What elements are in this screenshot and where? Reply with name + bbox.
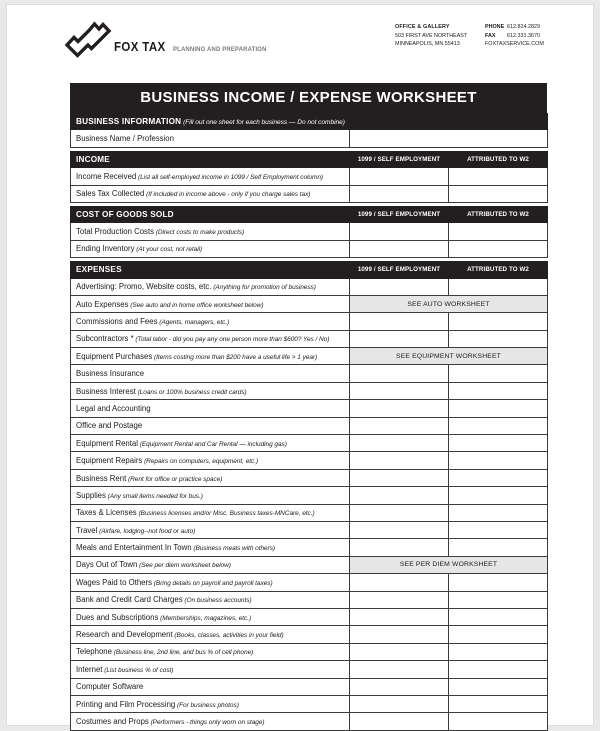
row-hint: (Agents, managers, etc.)	[157, 318, 230, 326]
row-hint: (Any small items needed for bus.)	[105, 492, 203, 500]
row-hint: (Repairs on computers, equipment, etc.)	[142, 458, 259, 466]
row-label-cell	[71, 295, 350, 312]
entry-cell-w2[interactable]	[449, 487, 548, 504]
row-label: Ending Inventory	[76, 244, 135, 254]
row-label: Computer Software	[76, 682, 144, 692]
entry-cell-w2[interactable]	[449, 452, 548, 469]
row-label: Business Interest	[76, 386, 136, 396]
phone-label: PHONE	[485, 24, 505, 30]
section-heading	[71, 206, 350, 222]
brand-lockup	[114, 38, 277, 56]
row-hint: (List business % of cost)	[102, 666, 174, 674]
row-hint: (Anything for promotion of business)	[211, 284, 316, 292]
entry-cell-w2[interactable]	[449, 591, 548, 608]
row-label-cell	[71, 168, 350, 185]
row-label-cell	[71, 608, 350, 625]
entry-cell-w2[interactable]	[449, 713, 548, 730]
entry-cell-self-employment[interactable]	[350, 435, 449, 452]
row-label: Costumes and Props	[76, 716, 149, 726]
entry-cell-self-employment[interactable]	[350, 643, 449, 660]
row-label: Business Name / Profession	[76, 134, 174, 144]
fax-value: 612.331.3670	[507, 32, 540, 39]
row-label: Research and Development	[76, 630, 173, 640]
row-hint: (Airfare, lodging--not food or auto)	[97, 527, 196, 535]
row-label-cell	[71, 382, 350, 399]
entry-cell-w2[interactable]	[449, 400, 548, 417]
row-label: Taxes & Licenses	[76, 508, 137, 518]
row-hint: (Memberships, magazines, etc.)	[158, 614, 252, 622]
row-label-cell	[71, 452, 350, 469]
entry-cell-self-employment[interactable]	[350, 521, 449, 538]
table-row	[71, 661, 548, 678]
row-label-cell	[71, 539, 350, 556]
row-label: Printing and Film Processing	[76, 699, 176, 709]
fax-row	[485, 32, 544, 41]
table-row	[71, 626, 548, 643]
entry-cell-w2[interactable]	[449, 608, 548, 625]
row-hint: (At your cost, not retail)	[134, 246, 203, 254]
entry-cell-w2[interactable]	[449, 626, 548, 643]
entry-cell-w2[interactable]	[449, 574, 548, 591]
entry-cell-self-employment[interactable]	[350, 313, 449, 330]
fox-head-logo-icon	[64, 21, 112, 65]
row-label-cell	[71, 713, 350, 730]
entry-cell-self-employment[interactable]	[350, 591, 449, 608]
address-line-2: 503 FIRST AVE NORTHEAST	[395, 32, 468, 39]
row-label-cell	[71, 130, 350, 147]
entry-cell-w2[interactable]	[449, 678, 548, 695]
entry-cell-w2[interactable]	[449, 695, 548, 712]
website: FOXTAXSERVICE.COM	[485, 41, 544, 48]
row-label-cell	[71, 661, 350, 678]
entry-cell-self-employment[interactable]	[350, 223, 449, 240]
row-label: Business Insurance	[76, 369, 145, 379]
row-hint: (If included in income above - only if you charge sales tax)	[144, 191, 311, 199]
letterhead	[64, 19, 544, 71]
row-label: Dues and Subscriptions	[76, 612, 159, 622]
entry-cell-self-employment[interactable]	[350, 168, 449, 185]
entry-cell-self-employment[interactable]	[350, 661, 449, 678]
row-label-cell	[71, 278, 350, 295]
entry-cell-w2[interactable]	[449, 330, 548, 347]
entry-cell-w2[interactable]	[449, 382, 548, 399]
entry-cell-w2[interactable]	[449, 469, 548, 486]
row-label: Business Rent	[76, 473, 127, 483]
entry-cell-self-employment[interactable]	[350, 278, 449, 295]
row-label: Telephone	[76, 647, 112, 657]
entry-cell-self-employment[interactable]	[350, 626, 449, 643]
table-row	[71, 452, 548, 469]
table-row	[71, 608, 548, 625]
row-label: Office and Postage	[76, 421, 143, 431]
table-row	[71, 130, 548, 147]
entry-cell-w2[interactable]	[449, 185, 548, 202]
section-header-cost-of-goods-sold	[71, 206, 548, 222]
table-row	[71, 417, 548, 434]
entry-cell-self-employment[interactable]	[350, 678, 449, 695]
entry-cell-w2[interactable]	[449, 504, 548, 521]
row-label-cell	[71, 330, 350, 347]
phone-row	[485, 23, 544, 32]
row-label-cell	[71, 348, 350, 365]
worksheet-table	[70, 113, 548, 731]
merged-note-cell: SEE PER DIEM WORKSHEET	[350, 556, 548, 573]
entry-cell-w2[interactable]	[449, 661, 548, 678]
row-label: Meals and Entertainment In Town	[76, 543, 192, 553]
entry-cell-w2[interactable]	[449, 223, 548, 240]
entry-cell-w2[interactable]	[449, 168, 548, 185]
row-label-cell	[71, 223, 350, 240]
table-row	[71, 330, 548, 347]
row-hint: (Business line, 2nd line, and bus % of cell phone)	[111, 649, 254, 657]
row-hint: (See per diem worksheet below)	[137, 562, 231, 570]
address-line-3: MINNEAPOLIS, MN 55413	[395, 41, 460, 48]
section-heading-text: INCOME	[76, 154, 110, 164]
table-row	[71, 469, 548, 486]
column-header-self-employment: 1099 / SELF EMPLOYMENT	[350, 262, 449, 278]
table-row	[71, 400, 548, 417]
row-label: Equipment Purchases	[76, 351, 153, 361]
row-hint: (Loans or 100% business credit cards)	[135, 388, 247, 396]
section-heading-text: BUSINESS INFORMATION	[76, 117, 182, 127]
row-label-cell	[71, 365, 350, 382]
entry-cell-self-employment[interactable]	[350, 608, 449, 625]
row-label: Subcontractors *	[76, 334, 134, 344]
row-label: Bank and Credit Card Charges	[76, 595, 183, 605]
row-label-cell	[71, 417, 350, 434]
row-label: Travel	[76, 525, 98, 535]
entry-cell-w2[interactable]	[449, 313, 548, 330]
row-hint: (Total labor - did you pay any one person more than $600? Yes / No)	[133, 336, 330, 344]
worksheet-body	[71, 114, 548, 731]
row-label: Advertising: Promo, Website costs, etc.	[76, 282, 212, 292]
row-label-cell	[71, 504, 350, 521]
section-header-blank	[350, 114, 548, 130]
table-row	[71, 185, 548, 202]
section-heading-hint: (Fill out one sheet for each business — Do not combine)	[181, 119, 345, 127]
entry-cell-self-employment[interactable]	[350, 365, 449, 382]
row-label: Equipment Repairs	[76, 456, 143, 466]
section-heading-text: COST OF GOODS SOLD	[76, 210, 174, 220]
section-heading	[71, 151, 350, 167]
row-label-cell	[71, 313, 350, 330]
table-row	[71, 678, 548, 695]
row-label: Internet	[76, 664, 103, 674]
entry-cell-self-employment[interactable]	[350, 400, 449, 417]
worksheet-title: BUSINESS INCOME / EXPENSE WORKSHEET	[70, 83, 547, 113]
row-label: Total Production Costs	[76, 227, 155, 237]
row-hint: (See auto and in home office worksheet below)	[128, 301, 264, 309]
row-label-cell	[71, 521, 350, 538]
column-header-self-employment: 1099 / SELF EMPLOYMENT	[350, 151, 449, 167]
entry-cell-w2[interactable]	[449, 643, 548, 660]
row-label: Wages Paid to Others	[76, 577, 152, 587]
table-row	[71, 695, 548, 712]
column-header-w2: ATTRIBUTED TO W2	[449, 206, 548, 222]
entry-cell-self-employment[interactable]	[350, 240, 449, 257]
table-row	[71, 521, 548, 538]
row-hint: (Books, classes, activities in your field)	[172, 632, 284, 640]
entry-cell-w2[interactable]	[449, 539, 548, 556]
row-label-cell	[71, 626, 350, 643]
fax-label: FAX	[485, 32, 496, 39]
entry-cell-self-employment[interactable]	[350, 382, 449, 399]
table-row	[71, 435, 548, 452]
document-page	[6, 4, 594, 726]
row-hint: (Rent for office or practice space)	[126, 475, 223, 483]
table-row	[71, 313, 548, 330]
table-row	[71, 278, 548, 295]
row-label-cell	[71, 400, 350, 417]
row-label: Income Received	[76, 171, 137, 181]
table-row	[71, 556, 548, 573]
section-heading	[71, 114, 350, 130]
row-hint: (Performers - things only worn on stage)	[148, 718, 265, 726]
row-hint: (For business photos)	[175, 701, 239, 709]
row-label: Supplies	[76, 490, 106, 500]
row-label-cell	[71, 487, 350, 504]
row-label-cell	[71, 678, 350, 695]
table-row	[71, 487, 548, 504]
row-label: Sales Tax Collected	[76, 189, 145, 199]
row-label: Auto Expenses	[76, 299, 129, 309]
entry-cell-self-employment[interactable]	[350, 574, 449, 591]
row-label-cell	[71, 240, 350, 257]
section-header-business-information	[71, 114, 548, 130]
section-header-expenses	[71, 262, 548, 278]
column-header-w2: ATTRIBUTED TO W2	[449, 262, 548, 278]
table-row	[71, 574, 548, 591]
entry-cell-w2[interactable]	[449, 435, 548, 452]
row-hint: (Bring details on payroll and payroll taxes)	[151, 579, 273, 587]
entry-cell-self-employment[interactable]	[350, 469, 449, 486]
entry-cell-w2[interactable]	[449, 417, 548, 434]
entry-cell-self-employment[interactable]	[350, 504, 449, 521]
row-label: Commissions and Fees	[76, 316, 158, 326]
section-heading	[71, 262, 350, 278]
column-header-self-employment: 1099 / SELF EMPLOYMENT	[350, 206, 449, 222]
phone-value: 612.824.2829	[507, 24, 540, 30]
entry-cell-w2[interactable]	[449, 521, 548, 538]
entry-cell-w2[interactable]	[449, 240, 548, 257]
row-label: Days Out of Town	[76, 560, 138, 570]
row-hint: (Equipment Rental and Car Rental — including gas)	[137, 440, 287, 448]
column-header-w2: ATTRIBUTED TO W2	[449, 151, 548, 167]
row-hint: (List all self-employed income in 1099 / Self Employment column)	[136, 173, 324, 181]
entry-cell-self-employment[interactable]	[350, 452, 449, 469]
brand-name: FOX TAX	[114, 40, 166, 54]
table-row	[71, 168, 548, 185]
phone-fax-web-block	[485, 23, 544, 49]
entry-cell-self-employment[interactable]	[350, 539, 449, 556]
worksheet	[70, 83, 547, 731]
table-row	[71, 539, 548, 556]
entry-cell-self-employment[interactable]	[350, 487, 449, 504]
table-row	[71, 295, 548, 312]
table-row	[71, 591, 548, 608]
row-label-cell	[71, 556, 350, 573]
row-label-cell	[71, 574, 350, 591]
row-label-cell	[71, 643, 350, 660]
brand-tagline: PLANNING AND PREPARATION	[173, 46, 267, 53]
row-label: Legal and Accounting	[76, 403, 151, 413]
row-hint: (Business licenses and/or Misc. Business taxes-MNCare, etc.)	[136, 510, 315, 518]
entry-cell-self-employment[interactable]	[350, 330, 449, 347]
row-blank-span[interactable]	[350, 130, 548, 147]
table-row	[71, 504, 548, 521]
row-label-cell	[71, 469, 350, 486]
entry-cell-self-employment[interactable]	[350, 695, 449, 712]
table-row	[71, 240, 548, 257]
table-row	[71, 348, 548, 365]
row-hint: (Items costing more than $200 have a useful life > 1 year)	[152, 353, 318, 361]
table-row	[71, 713, 548, 730]
entry-cell-w2[interactable]	[449, 278, 548, 295]
row-hint: (Business meals with others)	[191, 545, 276, 553]
entry-cell-w2[interactable]	[449, 365, 548, 382]
table-row	[71, 643, 548, 660]
row-label: Equipment Rental	[76, 438, 138, 448]
entry-cell-self-employment[interactable]	[350, 417, 449, 434]
address-line-1: OFFICE & GALLERY	[395, 24, 450, 30]
merged-note-cell: SEE EQUIPMENT WORKSHEET	[350, 348, 548, 365]
row-label-cell	[71, 435, 350, 452]
row-hint: (Direct costs to make products)	[154, 229, 245, 237]
row-hint: (On business accounts)	[182, 597, 252, 605]
address-block	[395, 23, 467, 49]
table-row	[71, 365, 548, 382]
table-row	[71, 382, 548, 399]
section-header-income	[71, 151, 548, 167]
row-label-cell	[71, 185, 350, 202]
row-label-cell	[71, 695, 350, 712]
entry-cell-self-employment[interactable]	[350, 185, 449, 202]
merged-note-cell: SEE AUTO WORKSHEET	[350, 295, 548, 312]
section-heading-text: EXPENSES	[76, 265, 122, 275]
entry-cell-self-employment[interactable]	[350, 713, 449, 730]
row-label-cell	[71, 591, 350, 608]
table-row	[71, 223, 548, 240]
